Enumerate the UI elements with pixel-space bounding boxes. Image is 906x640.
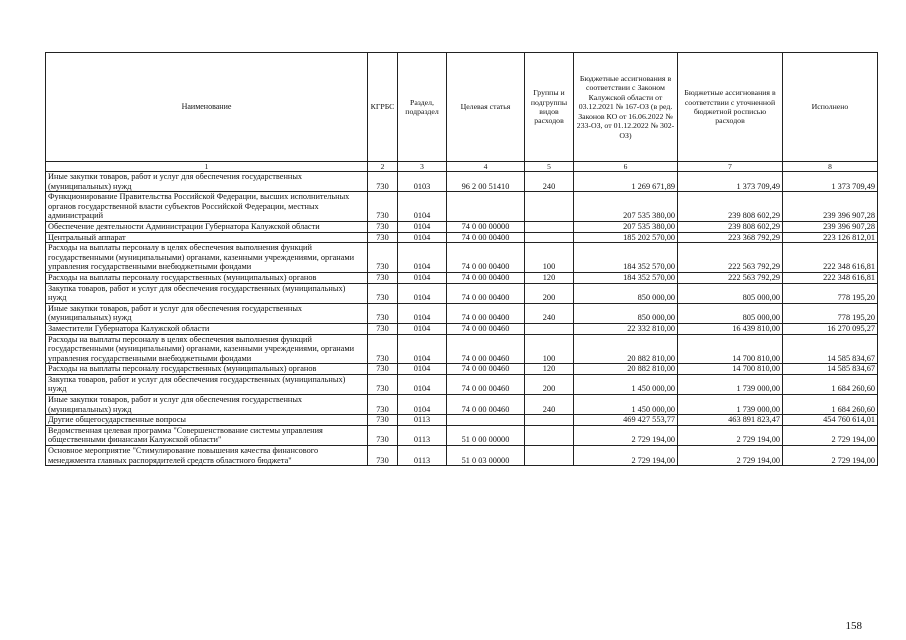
row-target: 51 0 00 00000 — [447, 425, 525, 445]
row-section: 0113 — [398, 415, 447, 426]
row-assign-updated: 222 563 792,29 — [678, 243, 783, 273]
row-assign-law: 185 202 570,00 — [574, 232, 678, 243]
row-executed: 223 126 812,01 — [783, 232, 878, 243]
row-name: Иные закупки товаров, работ и услуг для обеспечения государственных (муниципальных) нужд — [46, 172, 368, 192]
row-assign-updated: 14 700 810,00 — [678, 364, 783, 375]
row-assign-updated: 805 000,00 — [678, 283, 783, 303]
row-name: Расходы на выплаты персоналу в целях обеспечения выполнения функций государственными (муниципальными) органами, казенными учреждениями, органами управления государственными внебюджетными фондами — [46, 334, 368, 364]
table-row — [46, 425, 878, 445]
row-assign-updated: 1 739 000,00 — [678, 374, 783, 394]
table-row — [46, 221, 878, 232]
row-executed: 16 270 095,27 — [783, 323, 878, 334]
row-target: 74 0 00 00000 — [447, 221, 525, 232]
row-assign-updated: 222 563 792,29 — [678, 272, 783, 283]
row-name: Расходы на выплаты персоналу государственных (муниципальных) органов — [46, 272, 368, 283]
row-section: 0104 — [398, 395, 447, 415]
row-group — [525, 192, 574, 222]
row-group: 100 — [525, 334, 574, 364]
row-assign-law: 20 882 810,00 — [574, 364, 678, 375]
row-executed: 239 396 907,28 — [783, 192, 878, 222]
row-target: 74 0 00 00400 — [447, 303, 525, 323]
row-kgrbs: 730 — [368, 395, 398, 415]
table-row — [46, 243, 878, 273]
column-number: 3 — [398, 162, 447, 172]
row-kgrbs: 730 — [368, 172, 398, 192]
header-name: Наименование — [46, 53, 368, 162]
row-section: 0104 — [398, 272, 447, 283]
row-executed: 1 373 709,49 — [783, 172, 878, 192]
table-row — [46, 232, 878, 243]
row-assign-law: 469 427 553,77 — [574, 415, 678, 426]
column-number: 7 — [678, 162, 783, 172]
row-assign-law: 1 450 000,00 — [574, 395, 678, 415]
table-row — [46, 364, 878, 375]
row-target: 74 0 00 00400 — [447, 283, 525, 303]
row-group — [525, 425, 574, 445]
row-name: Обеспечение деятельности Администрации Губернатора Калужской области — [46, 221, 368, 232]
row-section: 0104 — [398, 303, 447, 323]
row-section: 0113 — [398, 446, 447, 466]
table-row — [46, 172, 878, 192]
row-group — [525, 221, 574, 232]
row-group: 240 — [525, 395, 574, 415]
row-kgrbs: 730 — [368, 232, 398, 243]
row-executed: 222 348 616,81 — [783, 272, 878, 283]
row-name: Основное мероприятие "Стимулирование повышения качества финансового менеджмента главных распорядителей средств областного бюджета" — [46, 446, 368, 466]
table-row — [46, 283, 878, 303]
row-group — [525, 415, 574, 426]
row-section: 0104 — [398, 334, 447, 364]
row-target: 74 0 00 00460 — [447, 395, 525, 415]
table-row — [46, 192, 878, 222]
row-target: 51 0 03 00000 — [447, 446, 525, 466]
column-number: 6 — [574, 162, 678, 172]
row-assign-law: 2 729 194,00 — [574, 446, 678, 466]
row-kgrbs: 730 — [368, 323, 398, 334]
row-executed: 239 396 907,28 — [783, 221, 878, 232]
row-name: Другие общегосударственные вопросы — [46, 415, 368, 426]
row-group: 120 — [525, 364, 574, 375]
column-number: 5 — [525, 162, 574, 172]
row-section: 0113 — [398, 425, 447, 445]
row-target: 74 0 00 00460 — [447, 374, 525, 394]
row-assign-updated: 14 700 810,00 — [678, 334, 783, 364]
table-body — [46, 172, 878, 466]
row-executed: 2 729 194,00 — [783, 425, 878, 445]
row-group — [525, 232, 574, 243]
header-kgrbs: КГРБС — [368, 53, 398, 162]
row-assign-updated: 1 373 709,49 — [678, 172, 783, 192]
row-executed: 1 684 260,60 — [783, 395, 878, 415]
row-name: Функционирование Правительства Российской Федерации, высших исполнительных органов государственной власти субъектов Российской Федерации, местных администраций — [46, 192, 368, 222]
header-row — [46, 53, 878, 162]
row-executed: 454 760 614,01 — [783, 415, 878, 426]
row-assign-law: 20 882 810,00 — [574, 334, 678, 364]
row-kgrbs: 730 — [368, 446, 398, 466]
column-number: 8 — [783, 162, 878, 172]
row-name: Заместители Губернатора Калужской области — [46, 323, 368, 334]
header-assign-law: Бюджетные ассигнования в соответствии с Законом Калужской области от 03.12.2021 № 167-ОЗ (в ред. Законов КО от 16.06.2022 № 233-ОЗ, от 01.12.2022 № 302-ОЗ) — [574, 53, 678, 162]
table-row — [46, 334, 878, 364]
row-target — [447, 192, 525, 222]
row-name: Иные закупки товаров, работ и услуг для обеспечения государственных (муниципальных) нужд — [46, 303, 368, 323]
row-assign-law: 207 535 380,00 — [574, 221, 678, 232]
row-assign-law: 1 269 671,89 — [574, 172, 678, 192]
row-assign-law: 184 352 570,00 — [574, 272, 678, 283]
row-target: 74 0 00 00400 — [447, 232, 525, 243]
table-row — [46, 303, 878, 323]
row-target: 96 2 00 51410 — [447, 172, 525, 192]
row-kgrbs: 730 — [368, 415, 398, 426]
row-section: 0104 — [398, 232, 447, 243]
row-assign-updated: 805 000,00 — [678, 303, 783, 323]
row-executed: 14 585 834,67 — [783, 364, 878, 375]
row-name: Расходы на выплаты персоналу государственных (муниципальных) органов — [46, 364, 368, 375]
row-name: Иные закупки товаров, работ и услуг для обеспечения государственных (муниципальных) нужд — [46, 395, 368, 415]
column-number-row — [46, 162, 878, 172]
row-group: 120 — [525, 272, 574, 283]
column-number: 2 — [368, 162, 398, 172]
row-name: Ведомственная целевая программа "Совершенствование системы управления общественными финансами Калужской области" — [46, 425, 368, 445]
row-section: 0104 — [398, 364, 447, 375]
page-number: 158 — [845, 620, 862, 632]
table-row — [46, 395, 878, 415]
row-name: Закупка товаров, работ и услуг для обеспечения государственных (муниципальных) нужд — [46, 283, 368, 303]
row-assign-updated: 239 808 602,29 — [678, 192, 783, 222]
table-row — [46, 446, 878, 466]
row-kgrbs: 730 — [368, 374, 398, 394]
row-group — [525, 446, 574, 466]
row-group: 240 — [525, 172, 574, 192]
row-executed: 1 684 260,60 — [783, 374, 878, 394]
table-row — [46, 272, 878, 283]
row-target: 74 0 00 00460 — [447, 334, 525, 364]
header-group: Группы и подгруппы видов расходов — [525, 53, 574, 162]
row-target: 74 0 00 00400 — [447, 243, 525, 273]
row-kgrbs: 730 — [368, 364, 398, 375]
row-group: 100 — [525, 243, 574, 273]
row-kgrbs: 730 — [368, 303, 398, 323]
row-executed: 222 348 616,81 — [783, 243, 878, 273]
row-group: 200 — [525, 283, 574, 303]
row-section: 0104 — [398, 221, 447, 232]
table-row — [46, 415, 878, 426]
row-assign-updated: 223 368 792,29 — [678, 232, 783, 243]
row-assign-updated: 1 739 000,00 — [678, 395, 783, 415]
row-assign-law: 850 000,00 — [574, 283, 678, 303]
row-executed: 778 195,20 — [783, 303, 878, 323]
row-target: 74 0 00 00400 — [447, 272, 525, 283]
row-section: 0104 — [398, 192, 447, 222]
row-assign-law: 1 450 000,00 — [574, 374, 678, 394]
row-assign-law: 22 332 810,00 — [574, 323, 678, 334]
row-executed: 2 729 194,00 — [783, 446, 878, 466]
header-target: Целевая статья — [447, 53, 525, 162]
header-section: Раздел, подраздел — [398, 53, 447, 162]
row-target: 74 0 00 00460 — [447, 323, 525, 334]
table-row — [46, 323, 878, 334]
row-section: 0103 — [398, 172, 447, 192]
row-target — [447, 415, 525, 426]
row-assign-law: 2 729 194,00 — [574, 425, 678, 445]
row-assign-updated: 2 729 194,00 — [678, 446, 783, 466]
row-section: 0104 — [398, 283, 447, 303]
header-assign-updated: Бюджетные ассигнования в соответствии с уточненной бюджетной росписью расходов — [678, 53, 783, 162]
budget-table — [45, 52, 878, 466]
row-kgrbs: 730 — [368, 283, 398, 303]
header-executed: Исполнено — [783, 53, 878, 162]
row-name: Расходы на выплаты персоналу в целях обеспечения выполнения функций государственными (муниципальными) органами, казенными учреждениями, органами управления государственными внебюджетными фондами — [46, 243, 368, 273]
row-assign-law: 850 000,00 — [574, 303, 678, 323]
row-assign-law: 184 352 570,00 — [574, 243, 678, 273]
row-name: Центральный аппарат — [46, 232, 368, 243]
table-row — [46, 374, 878, 394]
column-number: 1 — [46, 162, 368, 172]
row-assign-updated: 2 729 194,00 — [678, 425, 783, 445]
row-executed: 778 195,20 — [783, 283, 878, 303]
row-assign-law: 207 535 380,00 — [574, 192, 678, 222]
row-assign-updated: 16 439 810,00 — [678, 323, 783, 334]
row-kgrbs: 730 — [368, 272, 398, 283]
row-assign-updated: 463 891 823,47 — [678, 415, 783, 426]
row-kgrbs: 730 — [368, 425, 398, 445]
row-group: 240 — [525, 303, 574, 323]
row-assign-updated: 239 808 602,29 — [678, 221, 783, 232]
row-kgrbs: 730 — [368, 192, 398, 222]
row-target: 74 0 00 00460 — [447, 364, 525, 375]
row-section: 0104 — [398, 374, 447, 394]
row-group — [525, 323, 574, 334]
row-name: Закупка товаров, работ и услуг для обеспечения государственных (муниципальных) нужд — [46, 374, 368, 394]
row-section: 0104 — [398, 243, 447, 273]
row-kgrbs: 730 — [368, 243, 398, 273]
row-group: 200 — [525, 374, 574, 394]
column-number: 4 — [447, 162, 525, 172]
row-executed: 14 585 834,67 — [783, 334, 878, 364]
row-kgrbs: 730 — [368, 334, 398, 364]
row-section: 0104 — [398, 323, 447, 334]
row-kgrbs: 730 — [368, 221, 398, 232]
